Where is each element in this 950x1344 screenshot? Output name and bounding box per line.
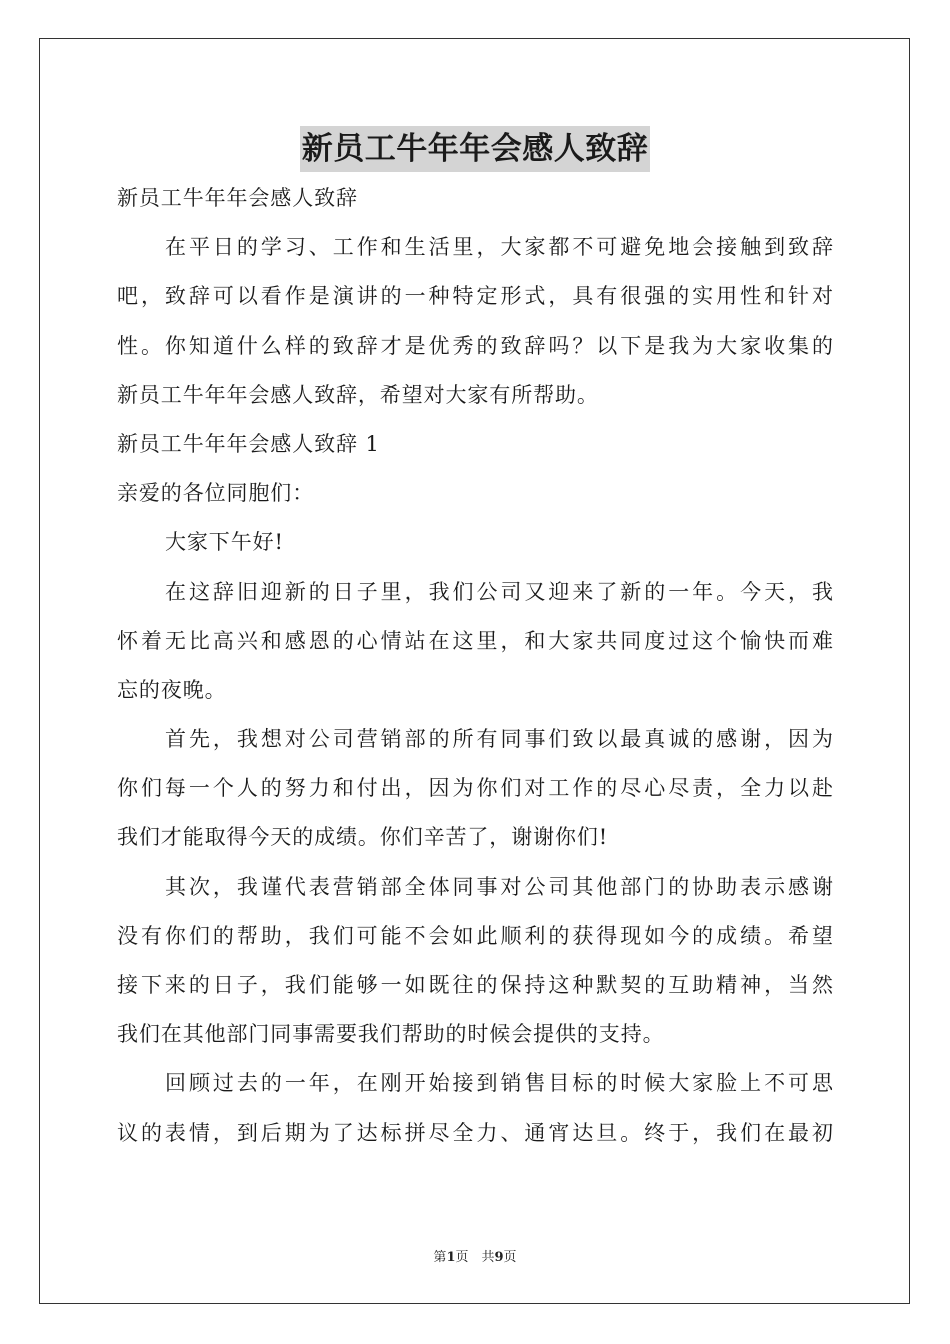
paragraph-line: 首先，我想对公司营销部的所有同事们致以最真诚的感谢，因为 [165, 727, 833, 752]
paragraph-line: 你们每一个人的努力和付出，因为你们对工作的尽心尽责，全力以赴 [117, 776, 833, 801]
paragraph-line: 新员工牛年年会感人致辞，希望对大家有所帮助。 [117, 382, 599, 407]
paragraph-line: 性。你知道什么样的致辞才是优秀的致辞吗？以下是我为大家收集的 [117, 333, 833, 358]
paragraph-line: 回顾过去的一年，在刚开始接到销售目标的时候大家脸上不可思 [165, 1071, 833, 1096]
paragraph-line: 我们在其他部门同事需要我们帮助的时候会提供的支持。 [117, 1022, 665, 1047]
document-title-text: 新员工牛年年会感人致辞 [300, 126, 651, 172]
paragraph-line: 没有你们的帮助，我们可能不会如此顺利的获得现如今的成绩。希望 [117, 923, 833, 948]
paragraph-line: 在这辞旧迎新的日子里，我们公司又迎来了新的一年。今天，我 [165, 579, 833, 604]
paragraph-line: 在平日的学习、工作和生活里，大家都不可避免地会接触到致辞 [165, 235, 833, 260]
total-page-count: 9 [494, 1250, 504, 1265]
paragraph-line: 其次，我谨代表营销部全体同事对公司其他部门的协助表示感谢 [165, 874, 833, 899]
page-label-suffix: 页 [503, 1250, 517, 1265]
page-label-prefix: 第 [433, 1250, 447, 1265]
paragraph-line: 吧，致辞可以看作是演讲的一种特定形式，具有很强的实用性和针对 [117, 284, 833, 309]
greeting-line: 大家下午好! [165, 530, 284, 555]
document-body [117, 174, 833, 1158]
paragraph-line: 怀着无比高兴和感恩的心情站在这里，和大家共同度过这个愉快而难 [117, 628, 833, 653]
paragraph-line: 接下来的日子，我们能够一如既往的保持这种默契的互助精神，当然 [117, 973, 833, 997]
salutation-line: 亲爱的各位同胞们： [117, 481, 315, 506]
current-page-number: 1 [446, 1250, 456, 1265]
paragraph-line: 忘的夜晚。 [117, 677, 227, 702]
page-label-middle: 页 共 [455, 1250, 495, 1265]
page-footer [0, 1246, 950, 1265]
paragraph-line: 我们才能取得今天的成绩。你们辛苦了，谢谢你们! [117, 825, 609, 850]
subtitle-line: 新员工牛年年会感人致辞 [117, 186, 358, 210]
paragraph-line: 议的表情，到后期为了达标拼尽全力、通宵达旦。终于，我们在最初 [117, 1120, 833, 1145]
section-heading: 新员工牛年年会感人致辞 1 [117, 431, 380, 456]
document-title [0, 126, 950, 176]
